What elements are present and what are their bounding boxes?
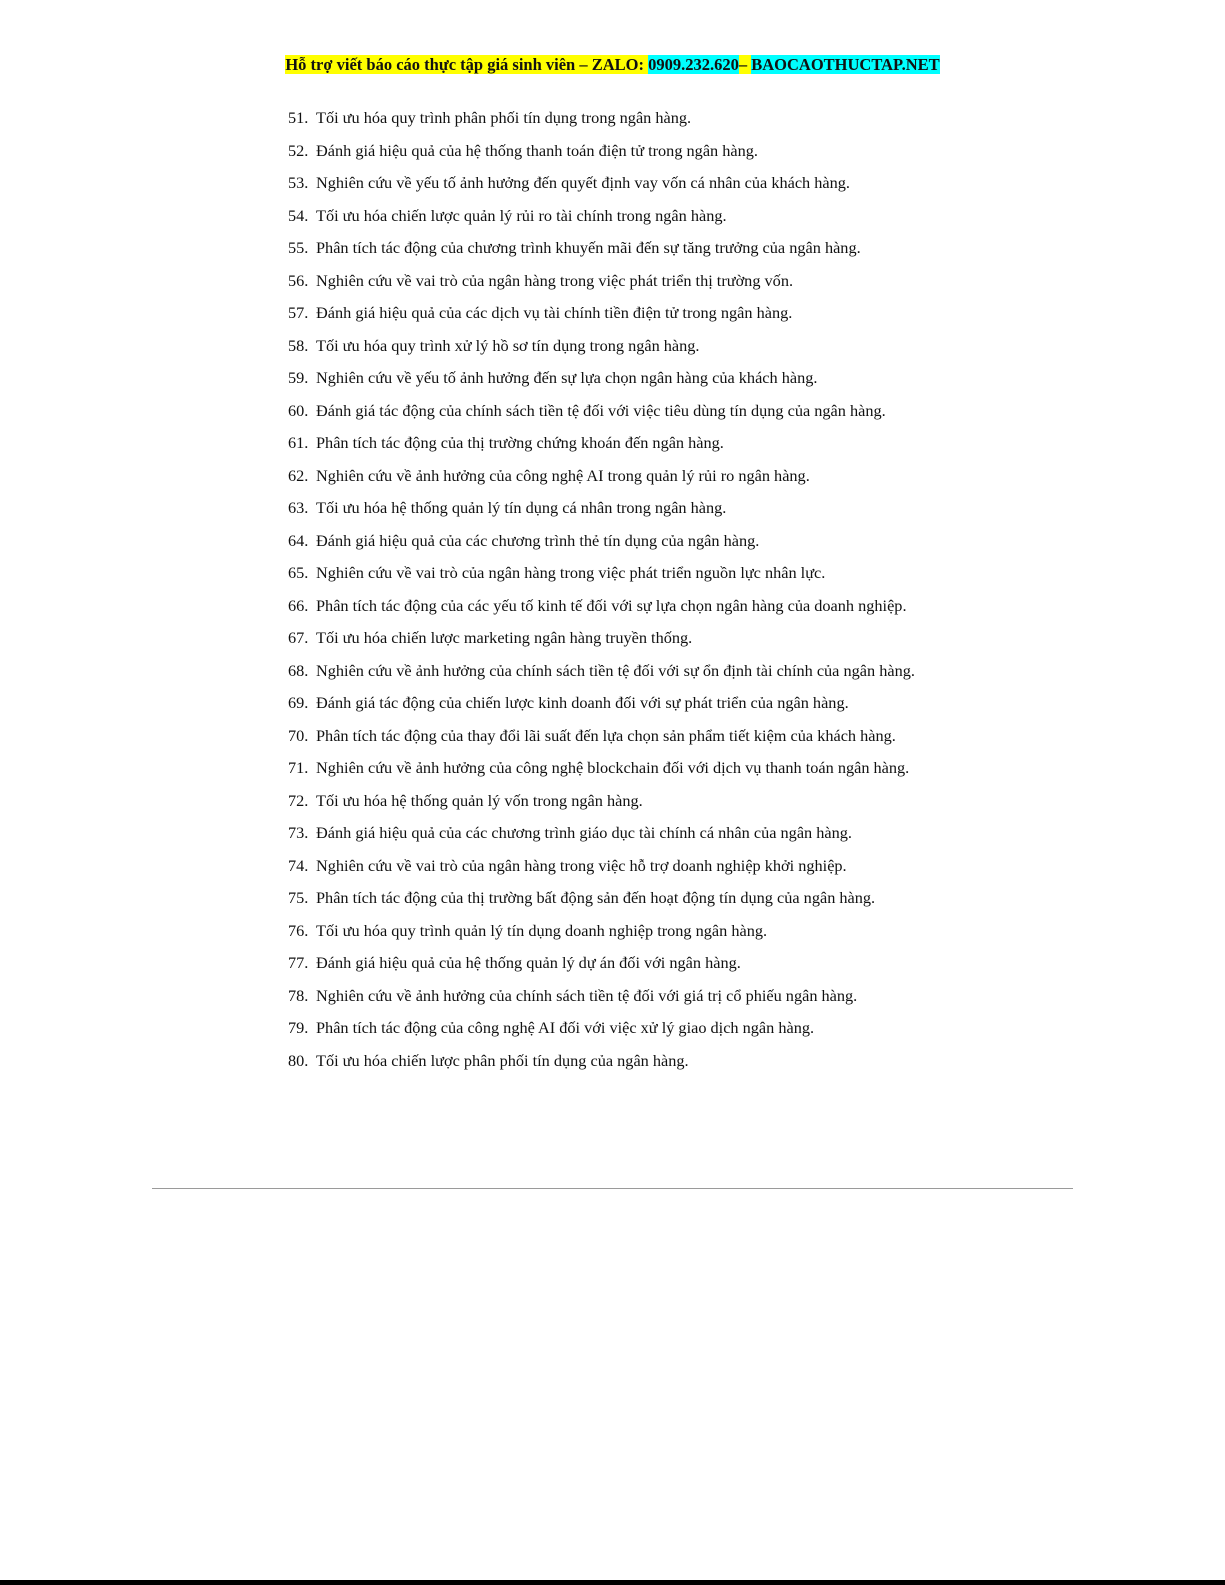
item-text: Phân tích tác động của thị trường chứng khoán đến ngân hàng. [316,433,724,452]
page-bottom-edge [0,1580,1225,1585]
list-item [288,626,915,659]
item-number: 56. [288,270,309,290]
item-number: 60. [288,400,309,420]
item-text: Phân tích tác động của thị trường bất động sản đến hoạt động tín dụng của ngân hàng. [316,888,876,907]
item-number: 73. [288,823,309,842]
item-number: 69. [288,693,309,712]
header-website: BAOCAOTHUCTAP.NET [751,55,940,74]
item-number: 52. [288,140,309,160]
list-item [288,366,915,399]
list-item [288,1016,915,1049]
item-text: Tối ưu hóa quy trình phân phối tín dụng trong ngân hàng. [316,108,692,127]
item-text: Phân tích tác động của công nghệ AI đối với việc xử lý giao dịch ngân hàng. [316,1018,815,1037]
item-text: Nghiên cứu về yếu tố ảnh hưởng đến sự lựa chọn ngân hàng của khách hàng. [316,368,818,387]
item-text: Phân tích tác động của các yếu tố kinh tế đối với sự lựa chọn ngân hàng của doanh nghiệp. [316,595,907,615]
item-text: Nghiên cứu về ảnh hưởng của chính sách tiền tệ đối với sự ổn định tài chính của ngân hàng. [316,660,915,680]
item-number: 65. [288,563,309,582]
header-phone: 0909.232.620 [648,55,739,74]
list-item [288,756,915,789]
item-text: Phân tích tác động của thay đổi lãi suất đến lựa chọn sản phẩm tiết kiệm của khách hàng. [316,725,896,745]
item-text: Đánh giá hiệu quả của các chương trình giáo dục tài chính cá nhân của ngân hàng. [316,823,852,842]
list-item [288,236,915,269]
item-number: 63. [288,498,309,517]
item-text: Đánh giá hiệu quả của các chương trình thẻ tín dụng của ngân hàng. [316,530,760,550]
item-number: 79. [288,1018,309,1037]
item-text: Nghiên cứu về yếu tố ảnh hưởng đến quyết định vay vốn cá nhân của khách hàng. [316,173,850,192]
item-text: Nghiên cứu về vai trò của ngân hàng trong việc hỗ trợ doanh nghiệp khởi nghiệp. [316,855,847,875]
item-number: 62. [288,465,309,485]
item-text: Đánh giá tác động của chính sách tiền tệ đối với việc tiêu dùng tín dụng của ngân hàng. [316,400,886,420]
list-item [288,431,915,464]
list-item [288,594,915,627]
item-number: 59. [288,368,309,387]
item-text: Đánh giá hiệu quả của các dịch vụ tài chính tiền điện tử trong ngân hàng. [316,303,793,322]
item-text: Tối ưu hóa hệ thống quản lý vốn trong ngân hàng. [316,790,643,810]
list-item [288,886,915,919]
item-text: Đánh giá hiệu quả của hệ thống quản lý dự án đối với ngân hàng. [316,953,741,972]
item-text: Tối ưu hóa quy trình xử lý hồ sơ tín dụng trong ngân hàng. [316,335,700,355]
item-number: 54. [288,205,309,225]
item-number: 72. [288,790,309,810]
item-text: Nghiên cứu về ảnh hưởng của chính sách tiền tệ đối với giá trị cổ phiếu ngân hàng. [316,985,858,1005]
item-text: Nghiên cứu về vai trò của ngân hàng trong việc phát triển nguồn lực nhân lực. [316,563,826,582]
item-number: 53. [288,173,309,192]
list-item [288,659,915,692]
item-number: 61. [288,433,309,452]
item-text: Nghiên cứu về vai trò của ngân hàng trong việc phát triển thị trường vốn. [316,270,794,290]
item-number: 68. [288,660,309,680]
item-number: 57. [288,303,309,322]
item-number: 76. [288,920,309,940]
list-item [288,106,915,139]
item-text: Tối ưu hóa hệ thống quản lý tín dụng cá nhân trong ngân hàng. [316,498,727,517]
list-item [288,334,915,367]
item-text: Nghiên cứu về ảnh hưởng của công nghệ blockchain đối với dịch vụ thanh toán ngân hàng. [316,758,910,777]
list-item [288,724,915,757]
page-header [0,53,1225,77]
list-item [288,399,915,432]
item-number: 71. [288,758,309,777]
item-number: 51. [288,108,309,127]
item-number: 58. [288,335,309,355]
item-number: 66. [288,595,309,615]
topic-list [288,106,915,1081]
header-dash: – [738,55,752,74]
item-number: 64. [288,530,309,550]
list-item [288,854,915,887]
item-number: 78. [288,985,309,1005]
list-item [288,691,915,724]
list-item [288,561,915,594]
list-item [288,821,915,854]
item-number: 70. [288,725,309,745]
list-item [288,1049,915,1082]
list-item [288,951,915,984]
list-item [288,139,915,172]
item-number: 77. [288,953,309,972]
item-number: 75. [288,888,309,907]
item-text: Phân tích tác động của chương trình khuyến mãi đến sự tăng trưởng của ngân hàng. [316,238,861,257]
list-item [288,529,915,562]
list-item [288,171,915,204]
item-text: Đánh giá hiệu quả của hệ thống thanh toán điện tử trong ngân hàng. [316,140,758,160]
list-item [288,301,915,334]
list-item [288,496,915,529]
list-item [288,464,915,497]
item-text: Tối ưu hóa quy trình quản lý tín dụng doanh nghiệp trong ngân hàng. [316,920,768,940]
item-text: Nghiên cứu về ảnh hưởng của công nghệ AI trong quản lý rủi ro ngân hàng. [316,465,810,485]
list-item [288,204,915,237]
page-divider [152,1188,1073,1189]
list-item [288,789,915,822]
item-text: Tối ưu hóa chiến lược marketing ngân hàng truyền thống. [316,628,693,647]
item-number: 74. [288,855,309,875]
item-text: Tối ưu hóa chiến lược quản lý rủi ro tài chính trong ngân hàng. [316,205,727,225]
item-text: Đánh giá tác động của chiến lược kinh doanh đối với sự phát triển của ngân hàng. [316,693,849,712]
header-title: Hỗ trợ viết báo cáo thực tập giá sinh viên – ZALO: [285,55,649,74]
item-text: Tối ưu hóa chiến lược phân phối tín dụng của ngân hàng. [316,1050,689,1070]
list-item [288,269,915,302]
item-number: 55. [288,238,309,257]
list-item [288,919,915,952]
item-number: 80. [288,1050,309,1070]
item-number: 67. [288,628,309,647]
list-item [288,984,915,1017]
